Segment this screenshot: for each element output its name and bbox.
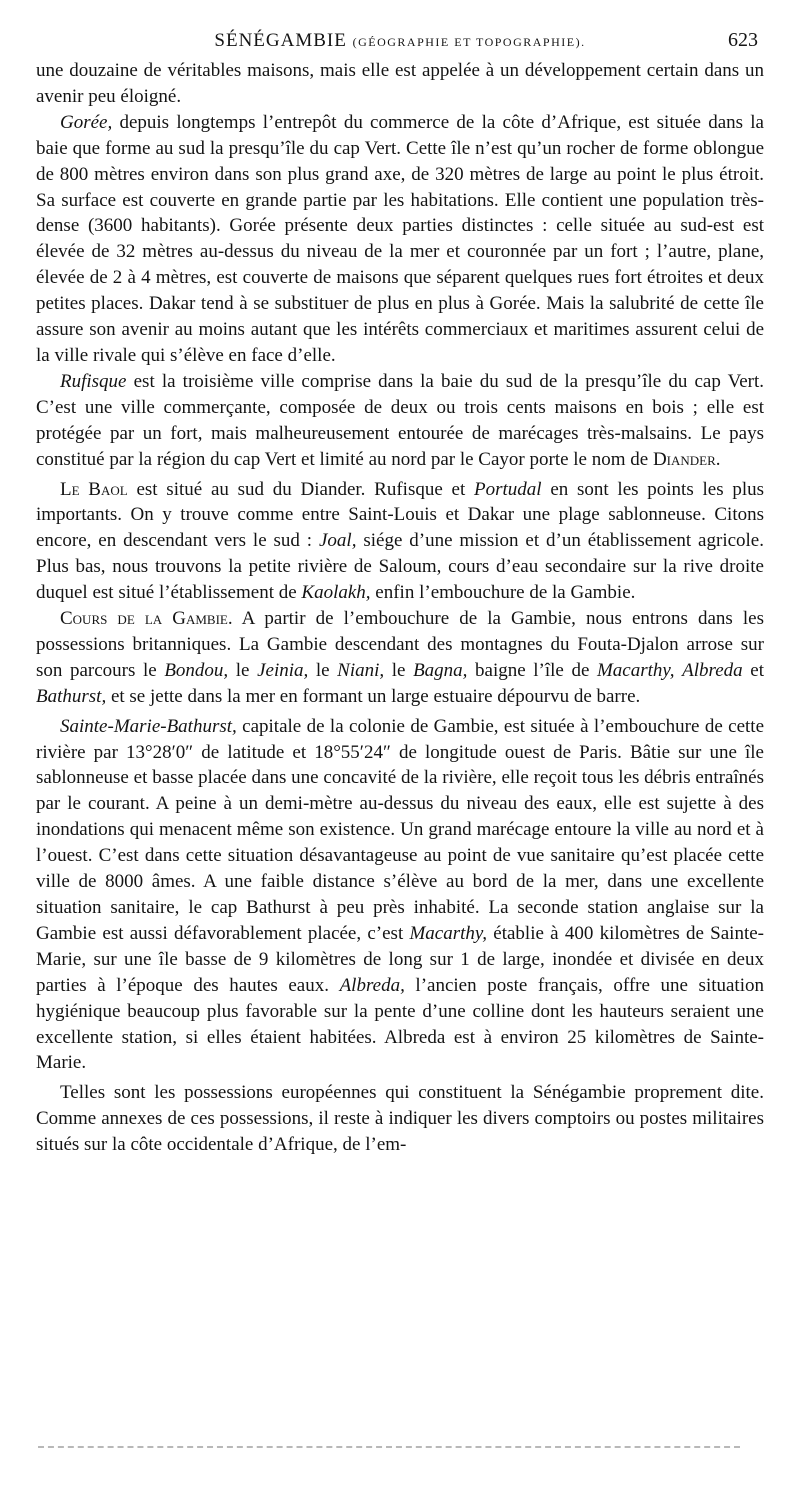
paragraph-gambie (36, 606, 764, 710)
place-name: Portudal (474, 478, 542, 500)
paragraph-rufisque (36, 369, 764, 473)
paragraph-goree (36, 110, 764, 369)
paragraph-text: et se jette dans la mer en formant un large estuaire dépourvu de barre. (106, 685, 641, 707)
paragraph-text: et (742, 659, 764, 681)
paragraph-sainte-marie (36, 714, 764, 1077)
place-name: Gorée, (60, 111, 113, 133)
body-text (36, 58, 764, 1158)
place-name: Albreda, (339, 974, 405, 996)
place-name: Kaolakh, (301, 582, 371, 604)
footer-rule (38, 1446, 740, 1448)
place-name: Bagna, (413, 659, 468, 681)
paragraph-text: établie à 400 kilomètres de Sainte-Marie, sur une île basse de 9 kilomètres de long sur 1 de large, inondée et divisée en deux parties à l’époque des hautes eaux. (36, 922, 764, 996)
place-name: Niani, (337, 659, 385, 681)
place-name: Bathurst, (36, 685, 107, 707)
place-name: Sainte-Marie-Bathurst, (60, 715, 237, 737)
running-title (36, 30, 764, 52)
paragraph-text: est la troisième ville comprise dans la baie du sud de la presqu’île du cap Vert. C’est une ville commerçante, composée de deux ou trois cents maisons en bois ; elle est protégée par un fort, mais malheureusement entourée de marécages très-malsains. Le pays constitué par la région du cap Vert et limité au nord par le Cayor porte le nom de (36, 370, 764, 470)
paragraph-text: capitale de la colonie de Gambie, est située à l’embouchure de cette rivière par 13°28′0″ de latitude et 18°55′24″ de longitude ouest de Paris. Bâtie sur une île sablonneuse et basse placée dans une concavité de la rivière, elle reçoit tous les débris entraînés par le courant. A peine à un demi-mètre au-dessus du niveau des eaux, elle est sujette à des inondations qui menacent même son existence. Un grand marécage entoure la ville au nord et à l’ouest. C’est dans cette situation désavantageuse au point de vue sanitaire qu’est placée cette ville de 8000 âmes. A une faible distance s’élève au bord de la mer, dans une excellente situation sanitaire, le cap Bathurst à peu près inhabité. La seconde station anglaise sur la Gambie est aussi défavorablement placée, c’est (36, 715, 764, 944)
paragraph-text: le (308, 659, 338, 681)
paragraph-conclusion: Telles sont les possessions européennes qui constituent la Sénégambie proprement dite. Comme annexes de ces possessions, il reste à indiquer les divers comptoirs ou postes militaires situés sur la côte occidentale d’Afrique, de l’em- (36, 1082, 764, 1156)
place-name: Macarthy, (409, 922, 488, 944)
running-title-subtitle: (GÉOGRAPHIE ET TOPOGRAPHIE). (352, 35, 586, 49)
paragraph-text: siége d’une mission et d’un établissement agricole. Plus bas, nous trouvons la petite rivière de Saloum, cours d’eau secondaire sur la rive droite duquel est situé l’établissement de (36, 530, 764, 604)
section-heading: Le Baol (60, 478, 128, 500)
paragraph-text: enfin l’embouchure de la Gambie. (370, 582, 636, 604)
paragraph-continuation: une douzaine de véritables maisons, mais elle est appelée à un développement certain dans un avenir peu éloigné. (36, 60, 764, 107)
paragraph-text: le (228, 659, 258, 681)
place-name: Rufisque (60, 370, 127, 392)
place-name: Macarthy, (596, 659, 675, 681)
page (36, 28, 764, 1158)
place-name: Jeinia, (257, 659, 309, 681)
paragraph-text: baigne l’île de (467, 659, 597, 681)
section-heading: Cours de la Gambie. (60, 608, 233, 630)
paragraph-text: A partir de l’embouchure de la Gambie, nous entrons dans les possessions britanniques. La Gambie descendant des montagnes du Fouta-Djalon arrose sur son parcours le (36, 608, 764, 681)
paragraph-text: depuis longtemps l’entrepôt du commerce de la côte d’Afrique, est située dans la baie que forme au sud la presqu’île du cap Vert. Cette île n’est qu’un rocher de forme oblongue de 800 mètres environ dans son plus grand axe, de 320 mètres de large au point le plus étroit. Sa surface est couverte en grande partie par les habitations. Elle contient une population très-dense (3600 habitants). Gorée présente deux parties distinctes : celle située au sud-est est élevée de 32 mètres au-dessus du niveau de la mer et couronnée par un fort ; l’autre, plane, élevée de 2 à 4 mètres, est couverte de maisons que séparent quelques rues fort étroites et deux petites places. Dakar tend à se substituer de plus en plus à Gorée. Mais la salubrité de cette île assure son avenir au moins autant que les intérêts commerciaux et maritimes assurent celui de la ville rivale qui s’élève en face d’elle. (36, 111, 764, 366)
running-header (36, 28, 764, 58)
running-title-main: SÉNÉGAMBIE (214, 30, 347, 51)
place-name: Bondou, (164, 659, 229, 681)
paragraph-text: est situé au sud du Diander. Rufisque et (127, 478, 474, 500)
paragraph-baol (36, 477, 764, 607)
place-name: Joal, (318, 530, 357, 552)
paragraph-text: l’ancien poste français, offre une situation hygiénique beaucoup plus favorable sur la pente d’une colline dont les hauteurs seraient une excellente station, si elles étaient habitées. Albreda est à environ 25 kilomètres de Sainte-Marie. (36, 974, 764, 1074)
page-number: 623 (728, 29, 758, 51)
place-name: Albreda (682, 659, 743, 681)
region-name: Diander. (652, 448, 721, 470)
paragraph-text: en sont les points les plus importants. On y trouve comme entre Saint-Louis et Dakar une plage sablonneuse. Citons encore, en descendant vers le sud : (36, 478, 765, 552)
paragraph-text: le (384, 659, 414, 681)
